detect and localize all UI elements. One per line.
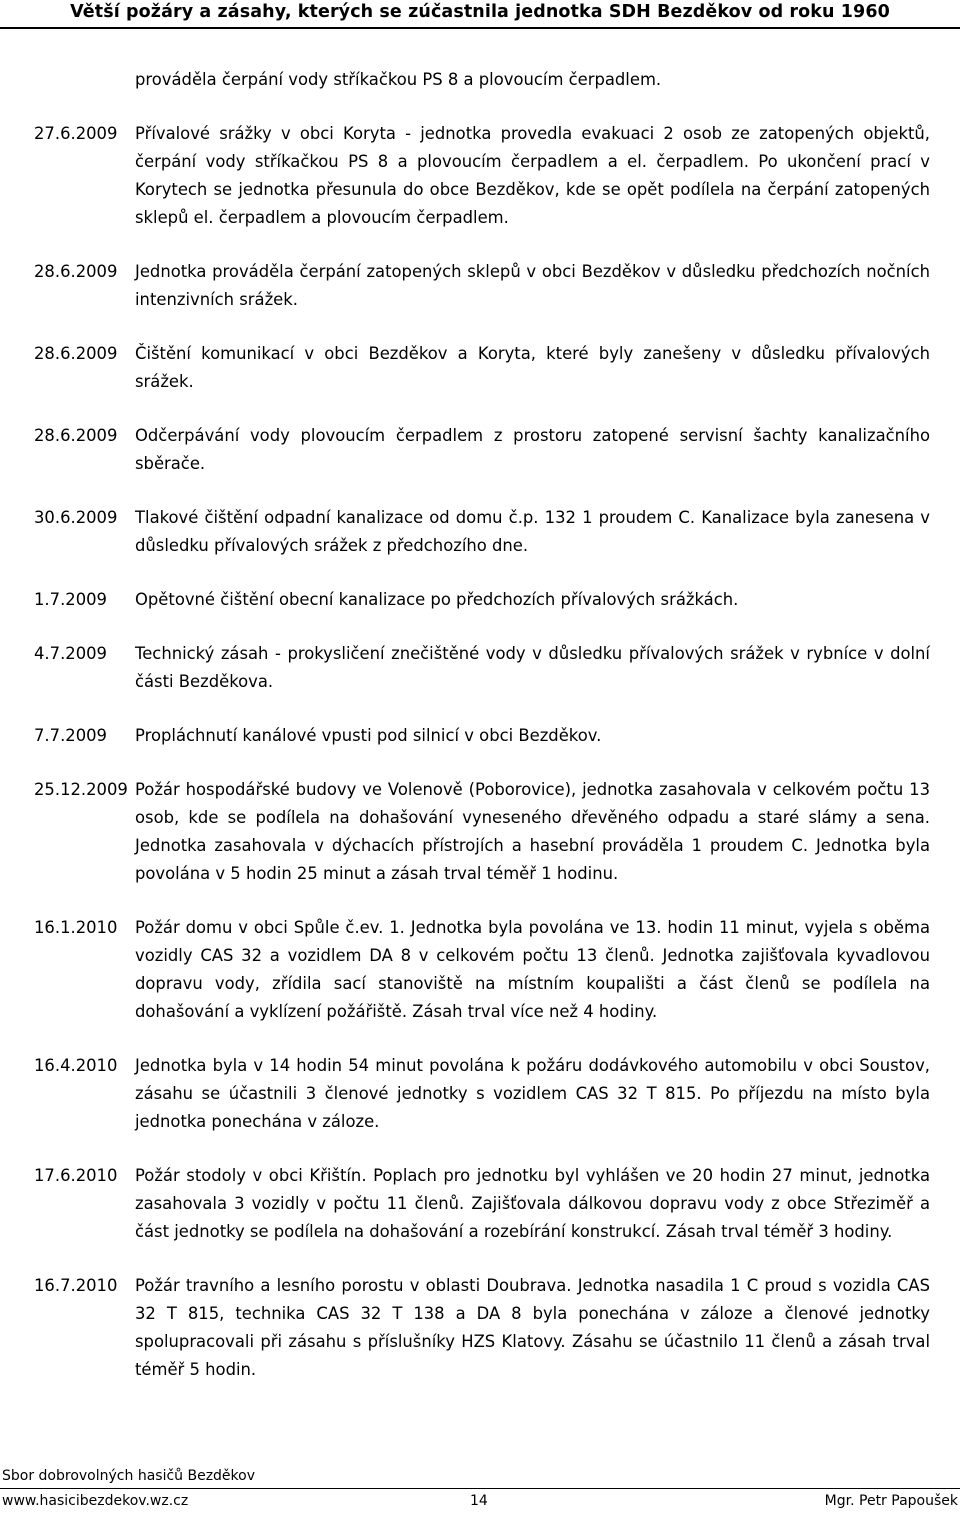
header-title: Větší požáry a zásahy, kterých se zúčastnila jednotka SDH Bezděkov od roku 1960 — [70, 2, 890, 22]
entry-date: 28.6.2009 — [34, 426, 118, 445]
entry-date: 16.4.2010 — [34, 1056, 118, 1075]
page-header — [0, 0, 960, 29]
entry-text: Požár stodoly v obci Křištín. Poplach pro jednotku byl vyhlášen ve 20 hodin 27 minut, jednotka zasahovala 3 vozidly v počtu 11 členů. Zajišťovala dálkovou dopravu vody z obce Střeziměř a část jednotky se podílela na dohašování a rozebírání konstrukcí. Zásah trval téměř 3 hodiny. — [135, 1166, 930, 1241]
footer-author: Mgr. Petr Papoušek — [824, 1493, 958, 1509]
entry-date: 28.6.2009 — [34, 344, 118, 363]
page-number: 14 — [470, 1493, 488, 1509]
entry — [34, 340, 930, 396]
entry — [34, 258, 930, 314]
entry-text: Odčerpávání vody plovoucím čerpadlem z prostoru zatopené servisní šachty kanalizačního sběrače. — [135, 426, 930, 473]
entry — [34, 914, 930, 1026]
footer-website-link[interactable]: www.hasicibezdekov.wz.cz — [2, 1493, 189, 1509]
entry-date: 27.6.2009 — [34, 124, 118, 143]
document-body — [34, 66, 930, 1410]
entry-text: Čištění komunikací v obci Bezděkov a Koryta, které byly zanešeny v důsledku přívalových srážek. — [135, 344, 930, 391]
entry — [34, 640, 930, 696]
entry — [34, 422, 930, 478]
entry-date: 4.7.2009 — [34, 644, 107, 663]
entry — [34, 1272, 930, 1384]
entry-date: 1.7.2009 — [34, 590, 107, 609]
entry-text: Přívalové srážky v obci Koryta - jednotka provedla evakuaci 2 osob ze zatopených objektů, čerpání vody stříkačkou PS 8 a plovoucím čerpadlem a el. čerpadlem. Po ukončení prací v Korytech se jednotka přesunula do obce Bezděkov, kde se opět podílela na čerpání zatopených sklepů el. čerpadlem a plovoucím čerpadlem. — [135, 124, 930, 227]
entry-text: Tlakové čištění odpadní kanalizace od domu č.p. 132 1 proudem C. Kanalizace byla zanesena v důsledku přívalových srážek z předchozího dne. — [135, 508, 930, 555]
entry-text: Požár hospodářské budovy ve Volenově (Poborovice), jednotka zasahovala v celkovém počtu 13 osob, kde se podílela na dohašování vyneseného dřevěného odpadu a staré slámy a sena. Jednotka zasahovala v dýchacích přístrojích a hasební prováděla 1 proudem C. Jednotka byla povolána v 5 hodin 25 minut a zásah trval téměř 1 hodinu. — [135, 780, 930, 883]
entry-text: Požár domu v obci Spůle č.ev. 1. Jednotka byla povolána ve 13. hodin 11 minut, vyjela s oběma vozidly CAS 32 a vozidlem DA 8 v celkovém počtu 13 členů. Jednotka zajišťovala kyvadlovou dopravu vody, zřídila sací stanoviště na místním koupališti a část členů se podílela na dohašování a vyklízení požářiště. Zásah trval více než 4 hodiny. — [135, 918, 930, 1021]
entry-date: 25.12.2009 — [34, 780, 128, 799]
entry-text: Jednotka prováděla čerpání zatopených sklepů v obci Bezděkov v důsledku předchozích nočních intenzivních srážek. — [135, 262, 930, 309]
entry — [34, 1052, 930, 1136]
entry-date: 7.7.2009 — [34, 726, 107, 745]
entry — [34, 120, 930, 232]
entry-date: 28.6.2009 — [34, 262, 118, 281]
entry-date: 16.7.2010 — [34, 1276, 118, 1295]
entry — [34, 504, 930, 560]
entry-text: Jednotka byla v 14 hodin 54 minut povolána k požáru dodávkového automobilu v obci Soustov, zásahu se účastnili 3 členové jednotky s vozidlem CAS 32 T 815. Po příjezdu na místo byla jednotka ponechána v záloze. — [135, 1056, 930, 1131]
footer-organization: Sbor dobrovolných hasičů Bezděkov — [2, 1468, 255, 1484]
entry-text: Opětovné čištění obecní kanalizace po předchozích přívalových srážkách. — [135, 590, 739, 609]
entry-date: 30.6.2009 — [34, 508, 118, 527]
entry — [34, 776, 930, 888]
footer-row — [0, 1488, 960, 1513]
intro-paragraph: prováděla čerpání vody stříkačkou PS 8 a plovoucím čerpadlem. — [135, 70, 662, 89]
entry — [34, 1162, 930, 1246]
entry — [34, 586, 930, 614]
entry-date: 17.6.2010 — [34, 1166, 118, 1185]
entry — [34, 722, 930, 750]
entry-date: 16.1.2010 — [34, 918, 118, 937]
entry-text: Technický zásah - prokysličení znečištěné vody v důsledku přívalových srážek v rybníce v dolní části Bezděkova. — [135, 644, 930, 691]
entry-text: Požár travního a lesního porostu v oblasti Doubrava. Jednotka nasadila 1 C proud s vozidla CAS 32 T 815, technika CAS 32 T 138 a DA 8 byla ponechána v záloze a členové jednotky spolupracovali při zásahu s příslušníky HZS Klatovy. Zásahu se účastnilo 11 členů a zásah trval téměř 5 hodin. — [135, 1276, 930, 1379]
entry-text: Propláchnutí kanálové vpusti pod silnicí v obci Bezděkov. — [135, 726, 602, 745]
